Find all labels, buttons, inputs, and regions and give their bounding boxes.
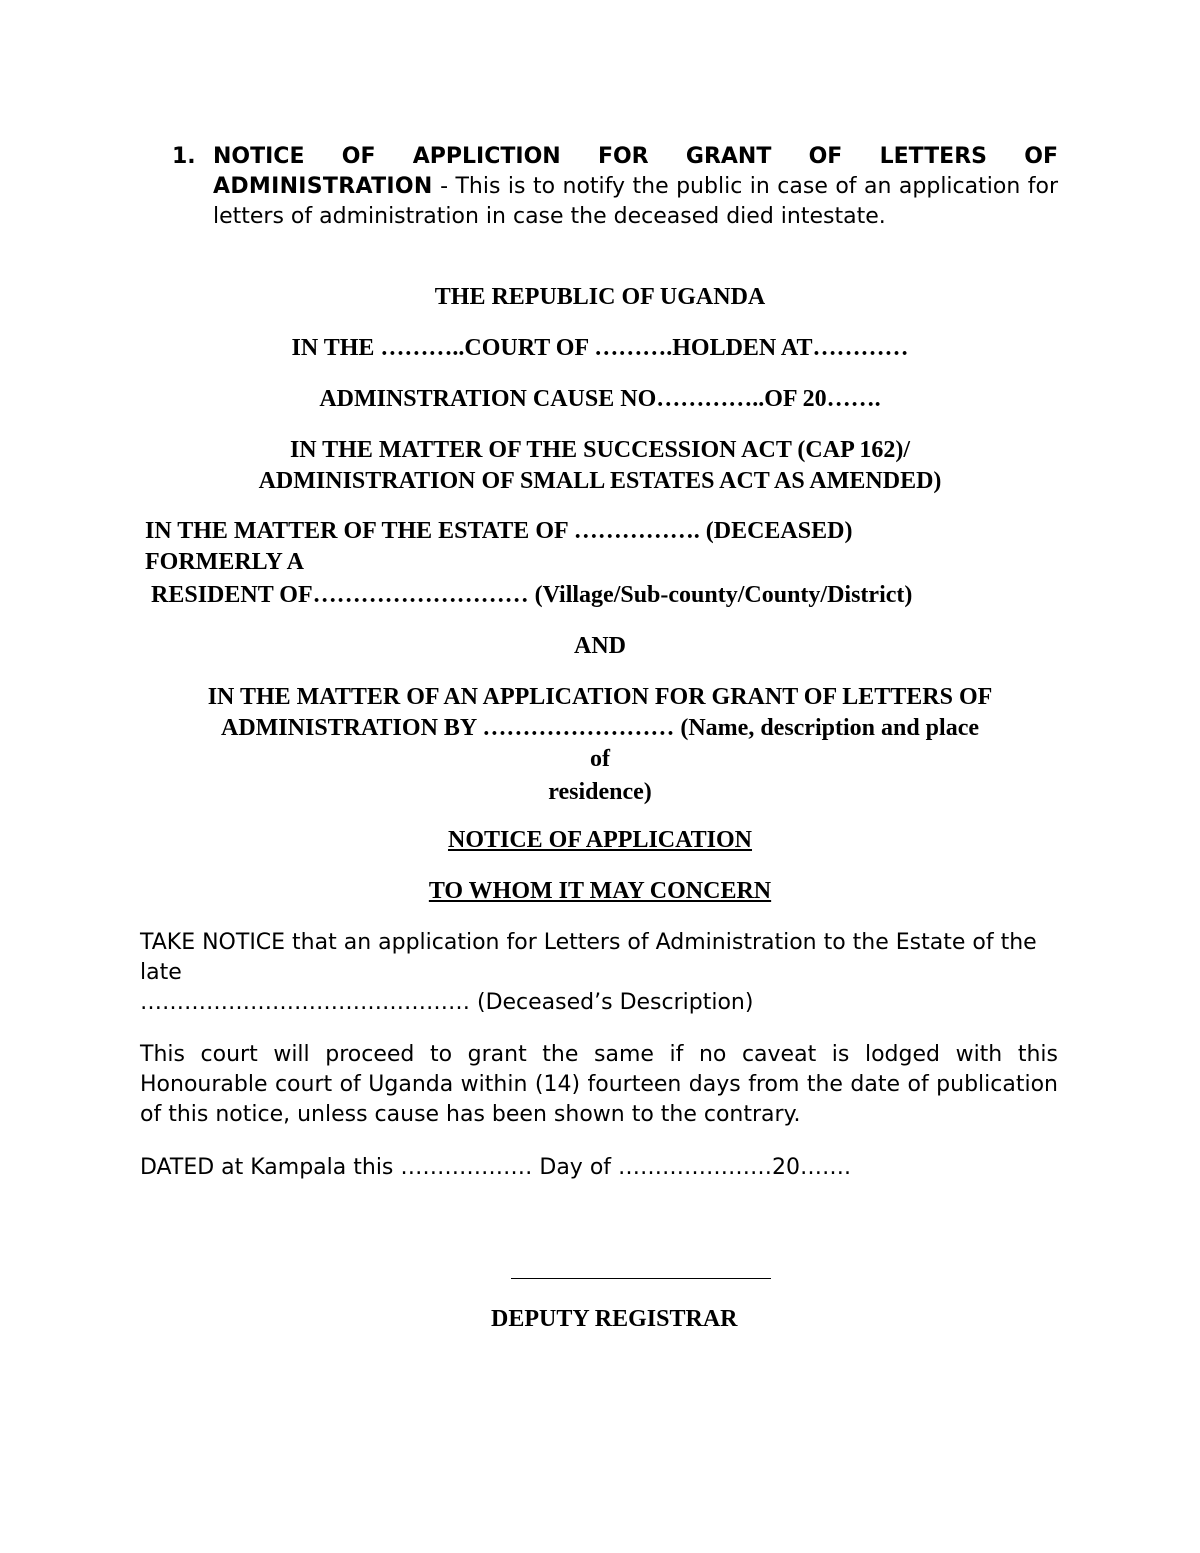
and-heading: AND: [574, 633, 626, 659]
whom-title: TO WHOM IT MAY CONCERN: [428, 878, 772, 904]
court-line: IN THE ………..COURT OF ……….HOLDEN AT…………: [291, 335, 909, 361]
application-line-1: IN THE MATTER OF AN APPLICATION FOR GRANT OF LETTERS OF: [207, 684, 993, 710]
application-line-4: residence): [548, 779, 652, 805]
item-description: - This is to notify the public in case of an application for letters of administration in case the deceased died intestate.: [213, 174, 1058, 229]
numbered-item: [172, 142, 1058, 232]
republic-heading: THE REPUBLIC OF UGANDA: [434, 284, 766, 310]
take-notice-paragraph: TAKE NOTICE that an application for Letters of Administration to the Estate of the late: [140, 930, 1037, 985]
estate-line-1: IN THE MATTER OF THE ESTATE OF ……………. (DECEASED): [145, 518, 853, 544]
application-line-3: of: [590, 746, 610, 772]
signatory-title: DEPUTY REGISTRAR: [491, 1306, 738, 1332]
proceed-paragraph: This court will proceed to grant the same if no caveat is lodged with this Honourable court of Uganda within (14) fourteen days from the date of publication of this notice, unless cause has been shown to the contrary.: [140, 1042, 1058, 1127]
succession-line-1: IN THE MATTER OF THE SUCCESSION ACT (CAP 162)/: [289, 437, 911, 463]
item-body: [213, 142, 1058, 232]
estate-line-3: RESIDENT OF……………………… (Village/Sub-county/County/District): [151, 582, 913, 608]
deceased-description-line: ……………………………………… (Deceased’s Description): [140, 990, 754, 1015]
application-heading: [140, 682, 1060, 808]
signature-line: [511, 1278, 771, 1279]
item-title: NOTICE OF APPLICTION FOR GRANT OF LETTERS OF: [213, 144, 1058, 169]
dated-line: DATED at Kampala this ……………… Day of …………………20…….: [140, 1155, 852, 1180]
succession-line-2: ADMINISTRATION OF SMALL ESTATES ACT AS AMENDED): [258, 468, 942, 494]
cause-number-line: ADMINSTRATION CAUSE NO…………..OF 20…….: [319, 386, 881, 412]
notice-title: NOTICE OF APPLICATION: [447, 827, 753, 853]
item-title-continued: ADMINISTRATION: [213, 174, 433, 199]
application-line-2: ADMINISTRATION BY …………………… (Name, description and place: [220, 715, 979, 741]
item-number: 1.: [172, 144, 196, 169]
estate-heading: [145, 516, 1065, 611]
succession-act-heading: [140, 435, 1060, 497]
estate-line-2: FORMERLY A: [145, 549, 304, 575]
